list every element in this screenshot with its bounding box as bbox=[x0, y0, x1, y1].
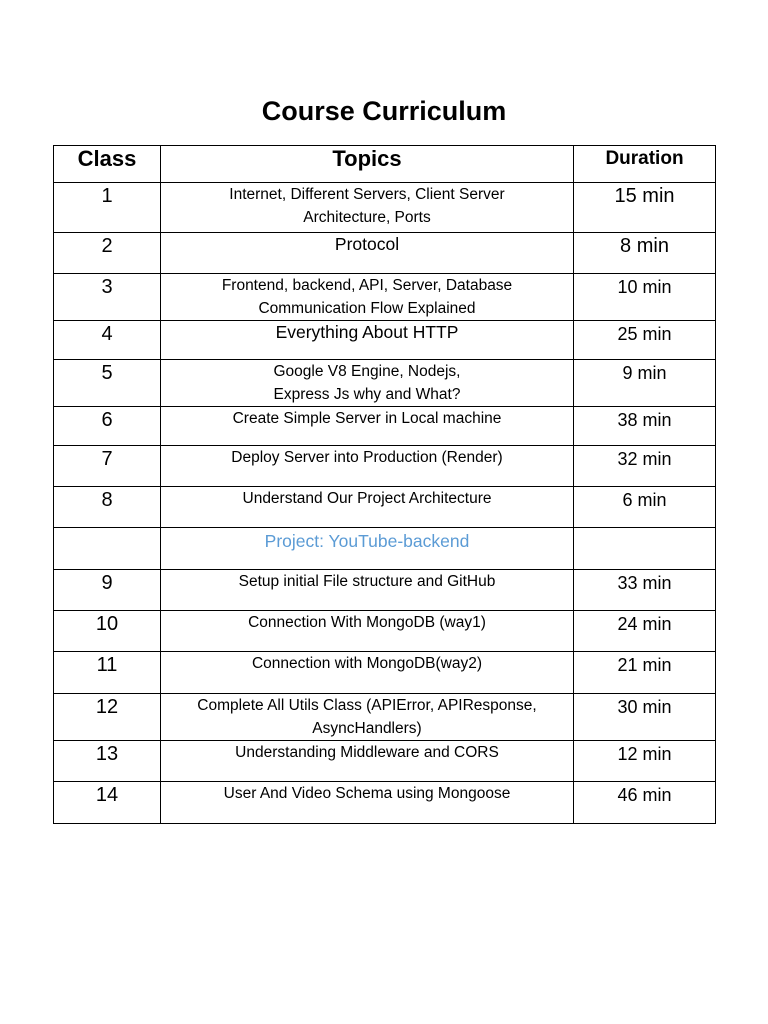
topic-text: Connection With MongoDB (way1) bbox=[161, 611, 574, 652]
duration-text: 25 min bbox=[574, 321, 716, 360]
class-number: 11 bbox=[54, 652, 161, 694]
curriculum-table bbox=[53, 145, 716, 824]
table-row bbox=[54, 611, 716, 652]
topic-text: Connection with MongoDB(way2) bbox=[161, 652, 574, 694]
table-row bbox=[54, 741, 716, 782]
project-label: Project: YouTube-backend bbox=[161, 528, 574, 570]
duration-text: 30 min bbox=[574, 694, 716, 741]
class-number: 7 bbox=[54, 446, 161, 487]
topic-text bbox=[161, 694, 574, 741]
header-duration: Duration bbox=[574, 146, 716, 183]
class-number: 6 bbox=[54, 407, 161, 446]
duration-text: 21 min bbox=[574, 652, 716, 694]
topic-text-inner: Internet, Different Servers, Client Server Architecture, Ports bbox=[229, 186, 505, 226]
class-number: 2 bbox=[54, 233, 161, 274]
topic-text: User And Video Schema using Mongoose bbox=[161, 782, 574, 824]
table-row bbox=[54, 782, 716, 824]
class-number: 10 bbox=[54, 611, 161, 652]
topic-text: Protocol bbox=[161, 233, 574, 274]
class-number: 4 bbox=[54, 321, 161, 360]
table-row bbox=[54, 652, 716, 694]
class-number: 14 bbox=[54, 782, 161, 824]
class-number: 8 bbox=[54, 487, 161, 528]
topic-text bbox=[161, 183, 574, 233]
duration-text: 38 min bbox=[574, 407, 716, 446]
page-title: Course Curriculum bbox=[261, 96, 507, 126]
duration-text: 9 min bbox=[574, 360, 716, 407]
table-row bbox=[54, 407, 716, 446]
topic-text bbox=[161, 274, 574, 321]
topic-text: Understanding Middleware and CORS bbox=[161, 741, 574, 782]
class-number: 9 bbox=[54, 570, 161, 611]
topic-text: Google V8 Engine, Nodejs, Express Js why and What? bbox=[161, 360, 574, 407]
duration-text: 12 min bbox=[574, 741, 716, 782]
duration-text: 32 min bbox=[574, 446, 716, 487]
header-topics: Topics bbox=[161, 146, 574, 183]
topic-text: Deploy Server into Production (Render) bbox=[161, 446, 574, 487]
topic-text-inner: Complete All Utils Class (APIError, APIResponse, AsyncHandlers) bbox=[197, 697, 537, 737]
table-row bbox=[54, 183, 716, 233]
project-row bbox=[54, 528, 716, 570]
table-row bbox=[54, 487, 716, 528]
duration-text: 46 min bbox=[574, 782, 716, 824]
class-number: 13 bbox=[54, 741, 161, 782]
duration-text: 33 min bbox=[574, 570, 716, 611]
topic-text: Everything About HTTP bbox=[161, 321, 574, 360]
duration-text: 15 min bbox=[574, 183, 716, 233]
table-row bbox=[54, 233, 716, 274]
topic-text: Create Simple Server in Local machine bbox=[161, 407, 574, 446]
topic-text-inner: Frontend, backend, API, Server, Database Communication Flow Explained bbox=[221, 277, 513, 317]
duration-text: 24 min bbox=[574, 611, 716, 652]
table-row bbox=[54, 446, 716, 487]
table-row bbox=[54, 321, 716, 360]
table-row bbox=[54, 360, 716, 407]
class-number: 12 bbox=[54, 694, 161, 741]
duration-text: 8 min bbox=[574, 233, 716, 274]
duration-text: 10 min bbox=[574, 274, 716, 321]
topic-text: Understand Our Project Architecture bbox=[161, 487, 574, 528]
table-header-row bbox=[54, 146, 716, 183]
duration-text: 6 min bbox=[574, 487, 716, 528]
table-row bbox=[54, 570, 716, 611]
topic-text: Setup initial File structure and GitHub bbox=[161, 570, 574, 611]
table-row bbox=[54, 274, 716, 321]
header-class: Class bbox=[54, 146, 161, 183]
class-number: 1 bbox=[54, 183, 161, 233]
class-number: 3 bbox=[54, 274, 161, 321]
table-row bbox=[54, 694, 716, 741]
class-number: 5 bbox=[54, 360, 161, 407]
empty-cell bbox=[54, 528, 161, 570]
empty-cell bbox=[574, 528, 716, 570]
